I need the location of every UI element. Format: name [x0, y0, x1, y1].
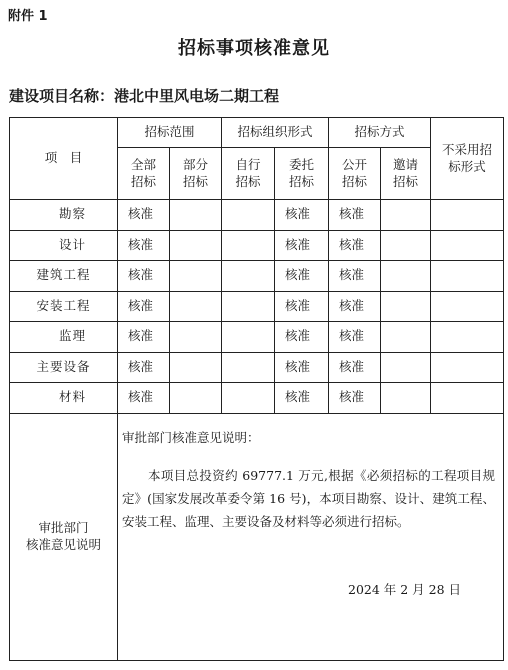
cell-entrusted: 核准: [275, 322, 329, 353]
cell-invited: [381, 200, 431, 231]
cell-entrusted: 核准: [275, 261, 329, 292]
approval-side-label: [10, 413, 118, 660]
table-row: [10, 352, 504, 383]
cell-entrusted: 核准: [275, 291, 329, 322]
cell-partial: [170, 230, 222, 261]
cell-none: [431, 291, 504, 322]
subcol-open: 公开招标: [329, 148, 381, 200]
subcol-partial: 部分招标: [170, 148, 222, 200]
cell-open: 核准: [329, 230, 381, 261]
table-row: [10, 291, 504, 322]
group-scope: 招标范围: [118, 118, 222, 148]
row-item: 安装工程: [10, 291, 118, 322]
cell-full: 核准: [118, 291, 170, 322]
cell-partial: [170, 200, 222, 231]
group-method: 招标方式: [329, 118, 431, 148]
subcol-self: 自行招标: [222, 148, 275, 200]
cell-none: [431, 322, 504, 353]
cell-partial: [170, 352, 222, 383]
cell-entrusted: 核准: [275, 200, 329, 231]
document-title: 招标事项核准意见: [178, 38, 330, 59]
row-item: 主要设备: [10, 352, 118, 383]
row-item: 设计: [10, 230, 118, 261]
approval-side-label-line2: 核准意见说明: [25, 536, 101, 552]
cell-self: [222, 383, 275, 414]
group-organization: 招标组织形式: [222, 118, 329, 148]
approval-table: [9, 117, 504, 661]
cell-invited: [381, 291, 431, 322]
approval-body: 本项目总投资约 69777.1 万元,根据《必须招标的工程项目规定》(国家发展改革委令第 16 号)，本项目勘察、设计、建筑工程、安装工程、监理、主要设备及材料等必须进行招标。: [122, 467, 495, 529]
cell-open: 核准: [329, 291, 381, 322]
cell-none: [431, 352, 504, 383]
table-row: [10, 200, 504, 231]
cell-none: [431, 200, 504, 231]
group-no-bidding: 不采用招标形式: [431, 118, 504, 200]
cell-self: [222, 200, 275, 231]
cell-open: 核准: [329, 322, 381, 353]
cell-invited: [381, 230, 431, 261]
cell-partial: [170, 291, 222, 322]
cell-self: [222, 291, 275, 322]
subcol-invited: 邀请招标: [381, 148, 431, 200]
approval-note: [118, 413, 504, 660]
project-name: 建设项目名称：港北中里风电场二期工程: [9, 87, 280, 105]
row-item: 监理: [10, 322, 118, 353]
cell-open: 核准: [329, 352, 381, 383]
approval-side-label-line1: 审批部门: [38, 519, 89, 535]
cell-invited: [381, 322, 431, 353]
cell-entrusted: 核准: [275, 352, 329, 383]
cell-full: 核准: [118, 352, 170, 383]
cell-self: [222, 352, 275, 383]
cell-invited: [381, 383, 431, 414]
cell-full: 核准: [118, 383, 170, 414]
cell-full: 核准: [118, 230, 170, 261]
cell-none: [431, 261, 504, 292]
cell-self: [222, 322, 275, 353]
table-row: [10, 322, 504, 353]
cell-open: 核准: [329, 200, 381, 231]
cell-partial: [170, 322, 222, 353]
table-row: [10, 261, 504, 292]
table-row: [10, 230, 504, 261]
table-row: [10, 383, 504, 414]
cell-invited: [381, 352, 431, 383]
cell-none: [431, 383, 504, 414]
item-header: 项 目: [10, 118, 118, 200]
cell-full: 核准: [118, 200, 170, 231]
cell-open: 核准: [329, 261, 381, 292]
cell-self: [222, 230, 275, 261]
cell-partial: [170, 383, 222, 414]
subcol-full: 全部招标: [118, 148, 170, 200]
cell-open: 核准: [329, 383, 381, 414]
attachment-label: 附件 1: [8, 9, 48, 24]
approval-date: 2024 年 2 月 28 日: [348, 581, 462, 597]
row-item: 勘察: [10, 200, 118, 231]
cell-entrusted: 核准: [275, 230, 329, 261]
subcol-entrusted: 委托招标: [275, 148, 329, 200]
row-item: 材料: [10, 383, 118, 414]
cell-self: [222, 261, 275, 292]
row-item: 建筑工程: [10, 261, 118, 292]
cell-full: 核准: [118, 322, 170, 353]
cell-entrusted: 核准: [275, 383, 329, 414]
approval-heading: 审批部门核准意见说明：: [122, 429, 260, 445]
cell-invited: [381, 261, 431, 292]
cell-full: 核准: [118, 261, 170, 292]
cell-partial: [170, 261, 222, 292]
cell-none: [431, 230, 504, 261]
